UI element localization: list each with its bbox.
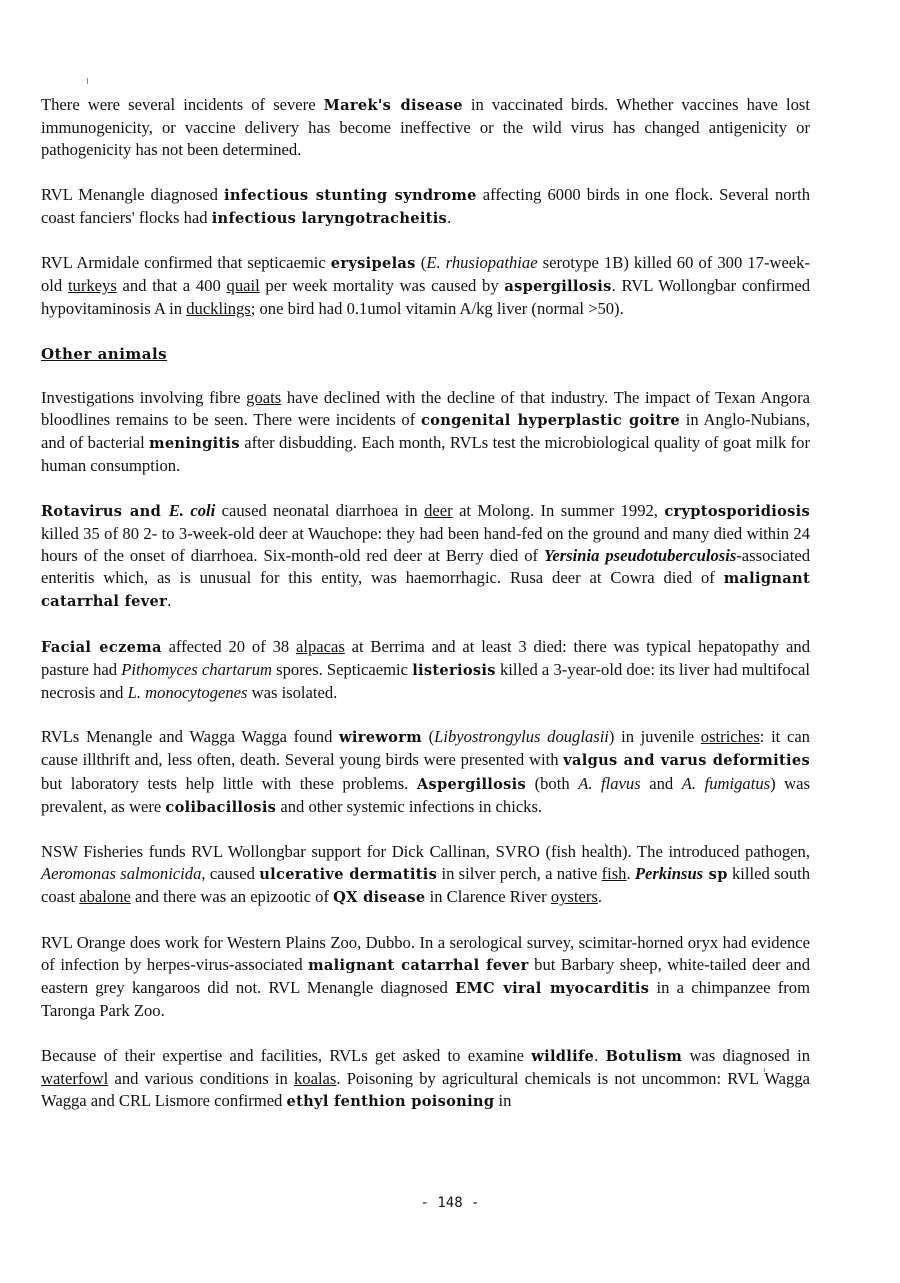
bold-term: Rotavirus and: [41, 502, 169, 520]
bold-term: valgus and varus deformities: [563, 752, 810, 770]
text: killed south coast: [41, 864, 811, 907]
text: .: [594, 1045, 606, 1065]
italic-term: Pithomyces chartarum: [121, 659, 272, 679]
text: and that a 400: [116, 276, 227, 296]
document-body: [41, 94, 810, 1135]
text: . RVL Wollongbar confirmed hypovitaminosis A in: [41, 276, 811, 319]
text: (: [415, 253, 427, 273]
italic-term: A. flavus: [578, 773, 641, 793]
underlined-term: alpacas: [295, 636, 345, 656]
text: Because of their expertise and facilities, RVLs get asked to examine: [41, 1045, 532, 1065]
text: in: [494, 1090, 512, 1110]
text: RVL Orange does work for Western Plains Zoo, Dubbo. In a serological survey, scimitar-horned oryx had evidence of infection by herpes-virus-associated: [41, 932, 810, 974]
text: per week mortality was caused by: [259, 276, 505, 296]
text: in Anglo-Nubians, and of bacterial: [41, 410, 810, 453]
italic-term: A. fumigatus: [681, 773, 771, 793]
bold-term: listeriosis: [412, 661, 496, 679]
text: RVL Menangle diagnosed: [41, 184, 224, 204]
text: ) was prevalent, as were: [41, 773, 810, 816]
text: NSW Fisheries funds RVL Wollongbar support for Dick Callinan, SVRO (fish health). The introduced pathogen,: [41, 842, 810, 862]
italic-term: E. rhusiopathiae: [426, 253, 538, 273]
text: : it can cause illthrift and, less often, death. Several young birds were presented with: [41, 727, 810, 770]
text: .: [626, 864, 635, 884]
italic-term: Aeromonas salmonicida: [41, 864, 202, 884]
bold-term: Aspergillosis: [416, 775, 527, 793]
text: and various conditions in: [108, 1068, 294, 1088]
paragraph-menangle: [41, 184, 810, 230]
text: but laboratory tests help little with these problems.: [41, 773, 417, 793]
text: (both: [526, 773, 579, 793]
text: There were several incidents of severe: [41, 95, 324, 114]
paragraph-mareks: [41, 94, 810, 162]
text: , caused: [201, 864, 260, 884]
bold-term: Facial eczema: [41, 638, 162, 656]
text: and there was an epizootic of: [130, 887, 334, 907]
bold-term: ethyl fenthion poisoning: [286, 1092, 495, 1110]
underlined-term: quail: [226, 276, 260, 296]
underlined-term: ducklings: [186, 299, 251, 319]
text: was diagnosed in: [682, 1045, 810, 1065]
section-heading-text: Other animals: [41, 344, 168, 363]
text: in vaccinated birds. Whether vaccines have lost immunogenicity, or vaccine delivery has become ineffective or the wild virus has changed antigenicity or pathogenicity has not been determined.: [41, 95, 810, 160]
underlined-term: ostriches: [700, 727, 760, 747]
text: in silver perch, a native: [437, 864, 602, 884]
paragraph-goats: [41, 387, 810, 478]
bold-term: EMC viral myocarditis: [455, 980, 650, 998]
paragraph-zoo: [41, 932, 810, 1023]
text: at Molong. In summer 1992,: [452, 500, 665, 520]
bold-term: infectious stunting syndrome: [224, 186, 477, 204]
italic-term: Libyostrongylus douglasii: [434, 727, 609, 747]
text: . Poisoning by agricultural chemicals is not uncommon: RVL Wagga Wagga and CRL Lismore confirmed: [41, 1068, 810, 1110]
bold-term: wireworm: [339, 729, 422, 747]
text: and other systemic infections in chicks.: [276, 796, 543, 816]
text: caused neonatal diarrhoea in: [215, 500, 425, 520]
text: but Barbary sheep, white-tailed deer and eastern grey kangaroos did not. RVL Menangle diagnosed: [41, 954, 810, 998]
paragraph-deer: [41, 500, 810, 614]
underlined-term: abalone: [79, 887, 131, 907]
underlined-term: goats: [246, 387, 282, 407]
bold-italic-term: E. coli: [168, 500, 216, 520]
text: affecting 6000 birds in one flock. Several north coast fanciers' flocks had: [41, 184, 810, 227]
bold-term: cryptosporidiosis: [664, 502, 811, 520]
text: was isolated.: [247, 683, 338, 703]
text: killed 35 of 80 2- to 3-week-old deer at Wauchope: they had been hand-fed on the ground and many died within 24 hours of the onset of diarrhoea. Six-month-old red deer at Berry died of: [41, 523, 810, 566]
scan-speck: [87, 78, 88, 84]
bold-term: Marek's disease: [323, 97, 463, 114]
text: in a chimpanzee from Taronga Park Zoo.: [41, 978, 811, 1021]
bold-term: wildlife: [531, 1047, 595, 1065]
underlined-term: fish: [601, 864, 627, 884]
text: killed a 3-year-old doe: its liver had multifocal necrosis and: [41, 659, 810, 703]
underlined-term: koalas: [293, 1068, 337, 1088]
underlined-term: oysters: [550, 887, 598, 907]
bold-term: malignant catarrhal fever: [41, 570, 810, 611]
bold-italic-term: Yersinia pseudotuberculosis: [544, 546, 737, 566]
text: and: [640, 773, 682, 793]
bold-term: malignant catarrhal fever: [308, 956, 529, 974]
bold-term: erysipelas: [330, 255, 416, 273]
text: (: [421, 727, 435, 747]
bold-term: colibacillosis: [165, 798, 277, 816]
text: -associated enteritis which, as is unusual for this entity, was haemorrhagic. Rusa deer at Cowra died of: [41, 546, 810, 588]
text: in Clarence River: [425, 887, 551, 907]
text: RVLs Menangle and Wagga Wagga found: [41, 727, 340, 747]
paragraph-wildlife: [41, 1045, 810, 1114]
bold-term: infectious laryngotracheitis: [211, 209, 448, 227]
text: after disbudding. Each month, RVLs test the microbiological quality of goat milk for human consumption.: [41, 433, 810, 476]
bold-italic-term: Perkinsus: [634, 864, 704, 884]
paragraph-armidale: [41, 252, 810, 321]
text: .: [167, 591, 172, 611]
bold-term: QX disease: [333, 889, 426, 907]
underlined-term: turkeys: [67, 276, 117, 296]
page-number: - 148 -: [420, 1195, 480, 1211]
paragraph-fisheries: [41, 841, 810, 910]
paragraph-ostriches: [41, 726, 810, 819]
text: at Berrima and at least 3 died: there was typical hepatopathy and pasture had: [41, 636, 810, 679]
italic-term: L. monocytogenes: [127, 683, 248, 703]
text: RVL Armidale confirmed that septicaemic: [41, 253, 331, 273]
underlined-term: deer: [424, 500, 453, 520]
section-heading: [41, 343, 810, 365]
text: .: [597, 887, 602, 907]
bold-term: meningitis: [149, 435, 240, 453]
underlined-term: waterfowl: [41, 1068, 109, 1088]
bold-term: aspergillosis: [504, 278, 612, 296]
text: .: [447, 207, 452, 227]
text: spores. Septicaemic: [271, 659, 413, 679]
text: have declined with the decline of that industry. The impact of Texan Angora bloodlines remains to be seen. There were incidents of: [41, 387, 810, 430]
bold-term: sp: [703, 866, 728, 884]
text: serotype 1B) killed 60 of 300 17-week-old: [41, 253, 810, 296]
bold-term: Botulism: [605, 1047, 683, 1065]
bold-term: congenital hyperplastic goitre: [420, 412, 681, 430]
text: ; one bird had 0.1umol vitamin A/kg liver (normal >50).: [250, 299, 624, 319]
text: affected 20 of 38: [161, 636, 296, 656]
text: ) in juvenile: [608, 727, 701, 747]
bold-term: ulcerative dermatitis: [259, 866, 438, 884]
text: Investigations involving fibre: [41, 387, 247, 407]
paragraph-alpacas: [41, 636, 810, 705]
